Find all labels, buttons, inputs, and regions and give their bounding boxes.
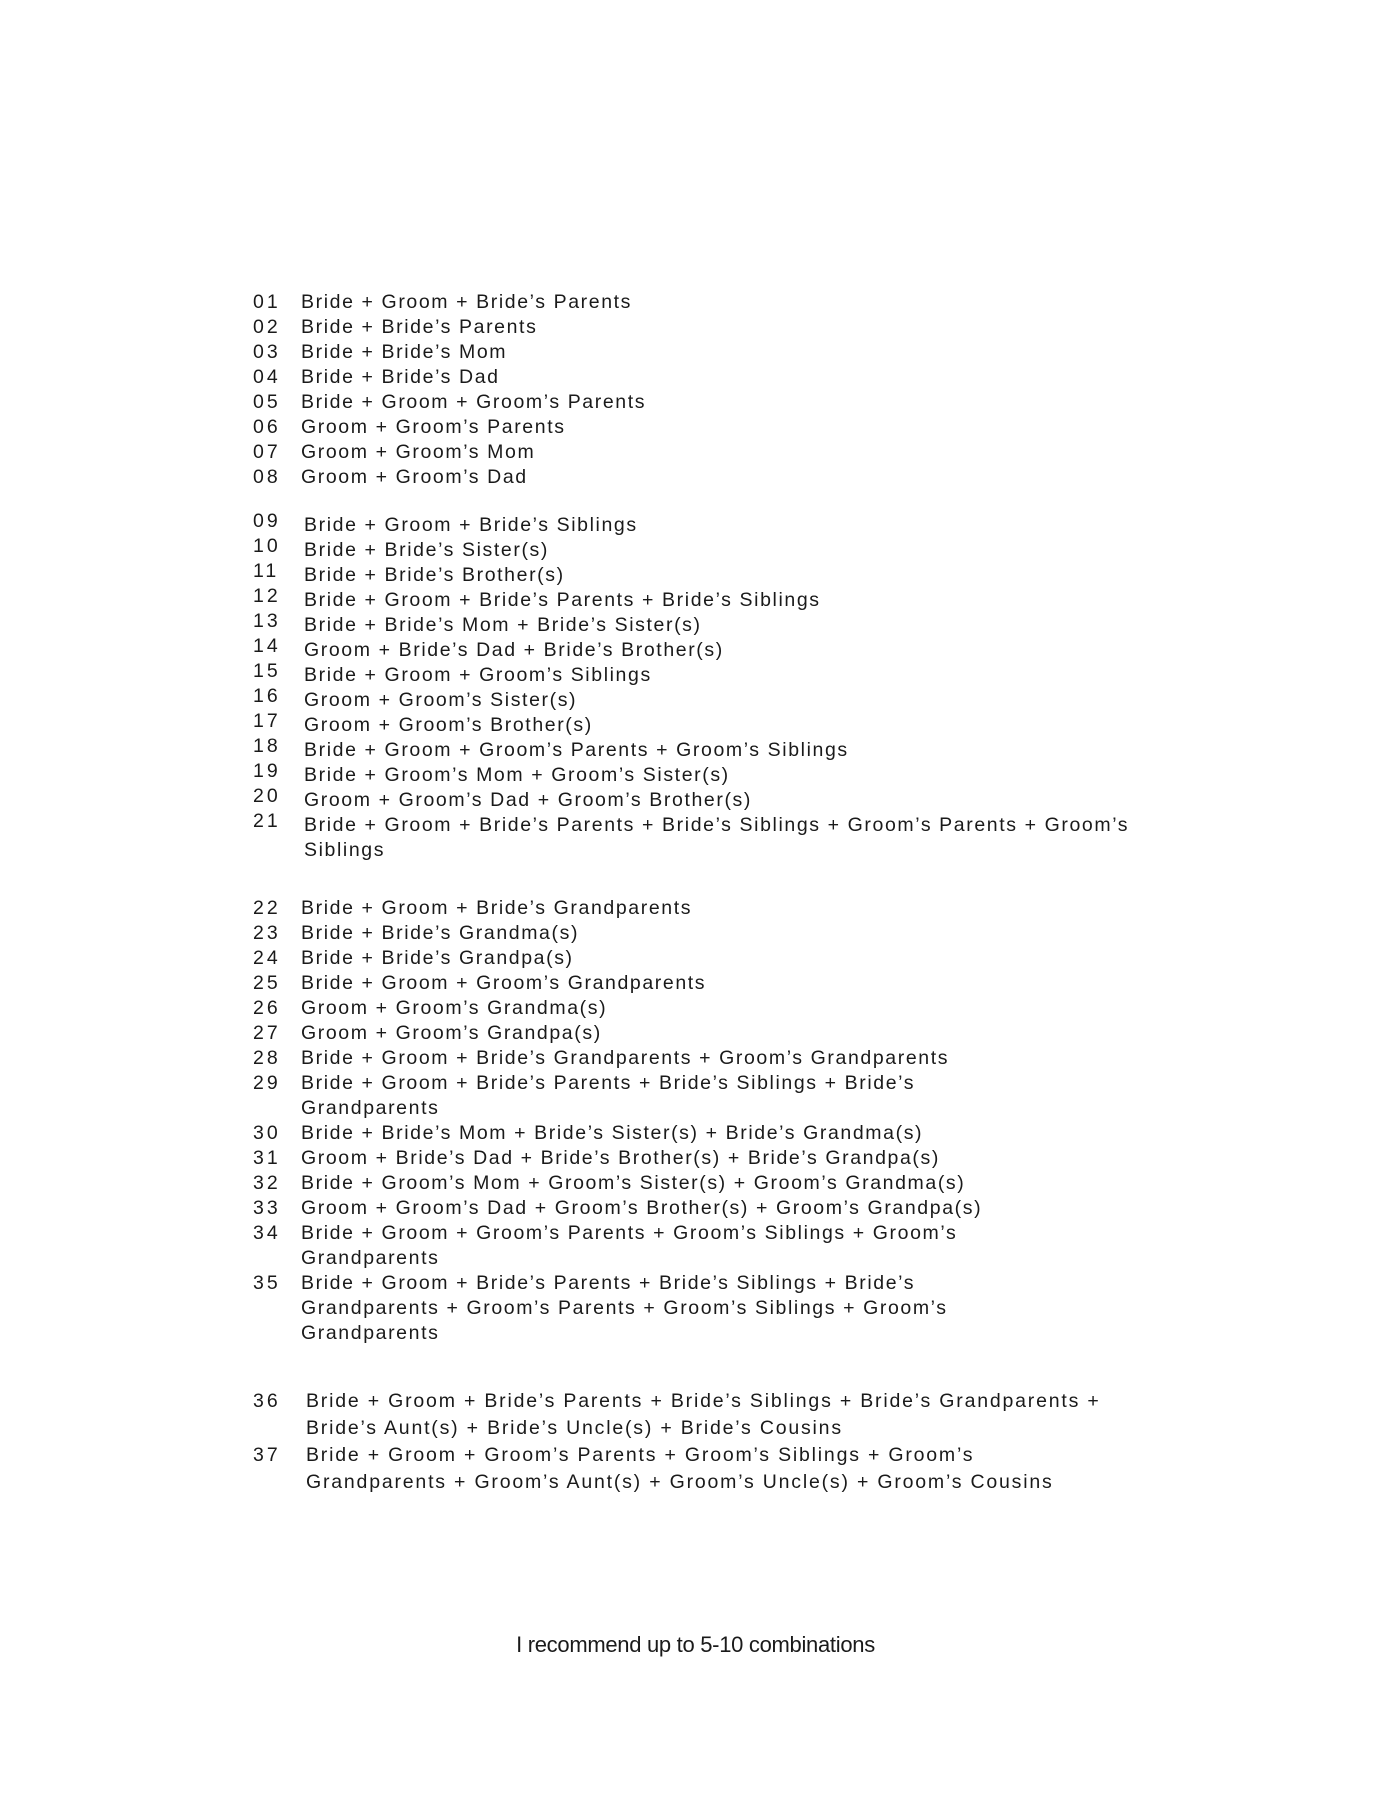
item-number: 14 [253, 635, 281, 657]
item-number: 03 [253, 341, 281, 363]
item-text: Bride + Groom + Bride’s Parents + Bride’s Siblings + Groom’s Parents + Groom’s Siblings [304, 814, 1130, 861]
list-item [253, 585, 1153, 613]
item-text: Groom + Groom’s Brother(s) [304, 714, 593, 736]
list-item [253, 971, 1153, 996]
item-number: 32 [253, 1172, 281, 1194]
item-number: 34 [253, 1222, 281, 1244]
item-text: Bride + Bride’s Sister(s) [304, 539, 549, 561]
item-number: 22 [253, 897, 281, 919]
item-text: Bride + Bride’s Parents [301, 316, 538, 338]
list-item [253, 946, 1153, 971]
list-item [253, 610, 1153, 638]
item-number: 36 [253, 1390, 281, 1412]
item-text: Bride + Groom + Bride’s Grandparents + Groom’s Grandparents [301, 1047, 950, 1069]
item-text: Bride + Groom’s Mom + Groom’s Sister(s) + Groom’s Grandma(s) [301, 1172, 966, 1194]
item-number: 21 [253, 810, 281, 832]
recommendation-note: I recommend up to 5-10 combinations [516, 1632, 875, 1657]
item-text: Groom + Groom’s Dad + Groom’s Brother(s) + Groom’s Grandpa(s) [301, 1197, 983, 1219]
item-text: Bride + Groom + Groom’s Grandparents [301, 972, 707, 994]
item-text: Bride + Groom’s Mom + Groom’s Sister(s) [304, 764, 730, 786]
item-number: 25 [253, 972, 281, 994]
list-item [253, 735, 1153, 763]
list-item [253, 810, 1153, 863]
item-text: Groom + Groom’s Sister(s) [304, 689, 578, 711]
list-item [253, 1442, 1153, 1496]
list-item [253, 896, 1153, 921]
list-item [253, 1171, 1153, 1196]
item-number: 18 [253, 735, 281, 757]
item-number: 07 [253, 441, 281, 463]
item-text: Bride + Bride’s Dad [301, 366, 500, 388]
item-text: Bride + Groom + Groom’s Parents [301, 391, 647, 413]
item-number: 30 [253, 1122, 281, 1144]
item-number: 17 [253, 710, 281, 732]
item-text: Groom + Groom’s Parents [301, 416, 566, 438]
item-number: 02 [253, 316, 281, 338]
item-number: 28 [253, 1047, 281, 1069]
item-number: 27 [253, 1022, 281, 1044]
item-text: Bride + Bride’s Brother(s) [304, 564, 565, 586]
list-item [253, 996, 1153, 1021]
item-text: Bride + Groom + Groom’s Parents + Groom’s Siblings + Groom’s Grandparents [301, 1222, 958, 1269]
group-siblings [253, 510, 1153, 863]
item-number: 31 [253, 1147, 281, 1169]
item-number: 37 [253, 1444, 281, 1466]
list-item [253, 560, 1153, 588]
item-text: Groom + Bride’s Dad + Bride’s Brother(s) + Bride’s Grandpa(s) [301, 1147, 940, 1169]
list-item [253, 290, 1153, 315]
list-item [253, 1146, 1153, 1171]
item-text: Groom + Groom’s Grandma(s) [301, 997, 608, 1019]
list-item [253, 685, 1153, 713]
item-text: Bride + Groom + Bride’s Parents + Bride’s Siblings + Bride’s Grandparents [301, 1072, 916, 1119]
item-number: 29 [253, 1072, 281, 1094]
item-number: 09 [253, 510, 281, 532]
item-text: Bride + Groom + Bride’s Siblings [304, 514, 638, 536]
item-text: Bride + Groom + Bride’s Parents + Bride’s Siblings + Bride’s Grandparents + Groom’s Parents + Groom’s Siblings + Groom’s Grandparents [301, 1272, 948, 1344]
item-text: Bride + Groom + Bride’s Grandparents [301, 897, 693, 919]
item-text: Bride + Bride’s Mom + Bride’s Sister(s) [304, 614, 702, 636]
list-item [253, 1071, 1153, 1121]
item-number: 33 [253, 1197, 281, 1219]
list-item [253, 440, 1153, 465]
group-grandparents [253, 896, 1153, 1346]
item-number: 10 [253, 535, 281, 557]
item-text: Bride + Groom + Groom’s Parents + Groom’s Siblings [304, 739, 849, 761]
list-item [253, 1388, 1153, 1442]
item-text: Bride + Bride’s Mom [301, 341, 508, 363]
item-number: 24 [253, 947, 281, 969]
list-item [253, 921, 1153, 946]
item-text: Groom + Bride’s Dad + Bride’s Brother(s) [304, 639, 724, 661]
list-item [253, 785, 1153, 813]
item-text: Groom + Groom’s Mom [301, 441, 536, 463]
item-text: Bride + Groom + Bride’s Parents + Bride’s Siblings + Bride’s Grandparents + Bride’s Aunt(s) + Bride’s Uncle(s) + Bride’s Cousins [306, 1390, 1101, 1439]
list-item [253, 1121, 1153, 1146]
item-number: 19 [253, 760, 281, 782]
group-parents [253, 290, 1153, 490]
list-item [253, 1021, 1153, 1046]
item-number: 06 [253, 416, 281, 438]
list-item [253, 465, 1153, 490]
list-item [253, 390, 1153, 415]
item-number: 16 [253, 685, 281, 707]
item-number: 11 [253, 560, 280, 582]
list-item [253, 365, 1153, 390]
list-item [253, 1196, 1153, 1221]
combination-list [253, 290, 1153, 1496]
item-number: 08 [253, 466, 281, 488]
item-text: Groom + Groom’s Grandpa(s) [301, 1022, 602, 1044]
item-number: 04 [253, 366, 281, 388]
list-item [253, 635, 1153, 663]
list-item [253, 510, 1153, 538]
item-number: 05 [253, 391, 281, 413]
list-item [253, 760, 1153, 788]
item-number: 01 [253, 291, 281, 313]
item-number: 26 [253, 997, 281, 1019]
item-text: Bride + Groom + Bride’s Parents + Bride’s Siblings [304, 589, 821, 611]
item-text: Groom + Groom’s Dad + Groom’s Brother(s) [304, 789, 752, 811]
item-text: Bride + Bride’s Grandpa(s) [301, 947, 574, 969]
item-number: 20 [253, 785, 281, 807]
item-text: Groom + Groom’s Dad [301, 466, 528, 488]
list-item [253, 535, 1153, 563]
list-item [253, 340, 1153, 365]
group-extended-family [253, 1388, 1153, 1496]
list-item [253, 1271, 1153, 1346]
list-item [253, 710, 1153, 738]
item-number: 23 [253, 922, 281, 944]
item-text: Bride + Groom + Bride’s Parents [301, 291, 633, 313]
list-item [253, 660, 1153, 688]
list-item [253, 1221, 1153, 1271]
list-item [253, 1046, 1153, 1071]
list-item [253, 415, 1153, 440]
item-text: Bride + Bride’s Mom + Bride’s Sister(s) + Bride’s Grandma(s) [301, 1122, 924, 1144]
item-number: 15 [253, 660, 281, 682]
item-text: Bride + Bride’s Grandma(s) [301, 922, 580, 944]
item-text: Bride + Groom + Groom’s Parents + Groom’s Siblings + Groom’s Grandparents + Groom’s Aunt(s) + Groom’s Uncle(s) + Groom’s Cousins [306, 1444, 1054, 1493]
item-number: 12 [253, 585, 281, 607]
item-text: Bride + Groom + Groom’s Siblings [304, 664, 652, 686]
item-number: 35 [253, 1272, 281, 1294]
item-number: 13 [253, 610, 281, 632]
list-item [253, 315, 1153, 340]
